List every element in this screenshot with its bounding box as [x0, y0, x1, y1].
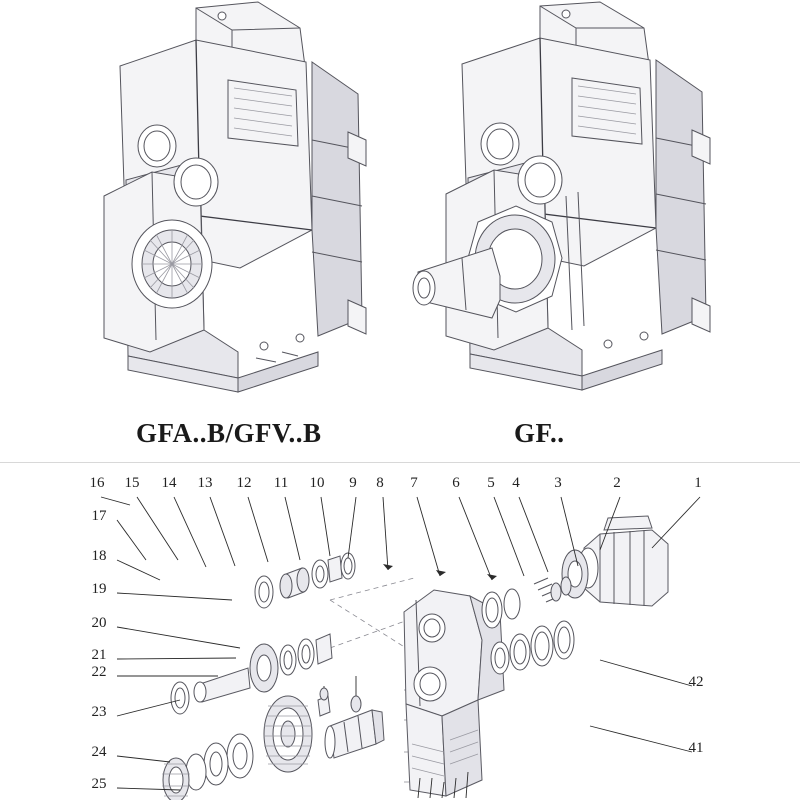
- callout-top-8: 8: [376, 475, 384, 491]
- callout-left-19: 19: [91, 581, 107, 597]
- callout-left-25: 25: [91, 776, 107, 792]
- shaft-gear-group-middle: [171, 634, 332, 714]
- gear-unit-view-left: [104, 2, 366, 392]
- callout-top-6: 6: [452, 475, 460, 491]
- callout-top-5: 5: [487, 475, 495, 491]
- callout-top-13: 13: [197, 475, 213, 491]
- callout-top-15: 15: [124, 475, 140, 491]
- callout-top-11: 11: [273, 475, 289, 491]
- callout-top-7: 7: [410, 475, 418, 491]
- callout-left-24: 24: [91, 744, 107, 760]
- callout-top-16: 16: [89, 475, 105, 491]
- callout-leader-lines-right: [590, 660, 692, 752]
- section-divider: [0, 462, 800, 463]
- caption-gf: GF..: [514, 418, 565, 448]
- callout-top-2: 2: [613, 475, 621, 491]
- callout-top-14: 14: [161, 475, 177, 491]
- callout-top-4: 4: [512, 475, 520, 491]
- callout-left-18: 18: [91, 548, 107, 564]
- callout-top-3: 3: [554, 475, 562, 491]
- callout-top-10: 10: [309, 475, 325, 491]
- callout-left-23: 23: [91, 704, 107, 720]
- callout-left-22: 22: [91, 664, 107, 680]
- callout-right-42: 42: [688, 674, 704, 690]
- callout-left-20: 20: [91, 615, 107, 631]
- callout-right-41: 41: [688, 740, 704, 756]
- motor-adapter-assembly: [562, 516, 668, 606]
- shaft-gear-group-upper: [255, 553, 355, 608]
- callout-left-17: 17: [91, 508, 107, 524]
- gear-unit-view-right: [413, 2, 710, 390]
- rings-group-right: [482, 577, 574, 674]
- exploded-assembly: [101, 497, 700, 800]
- callout-top-12: 12: [236, 475, 252, 491]
- leader-arrowheads: [383, 564, 497, 580]
- caption-gfa-b-gfv-b: GFA..B/GFV..B: [136, 418, 322, 448]
- callout-top-9: 9: [349, 475, 357, 491]
- pinion-shafts: [318, 676, 384, 758]
- callout-left-21: 21: [91, 647, 107, 663]
- callout-top-1: 1: [694, 475, 702, 491]
